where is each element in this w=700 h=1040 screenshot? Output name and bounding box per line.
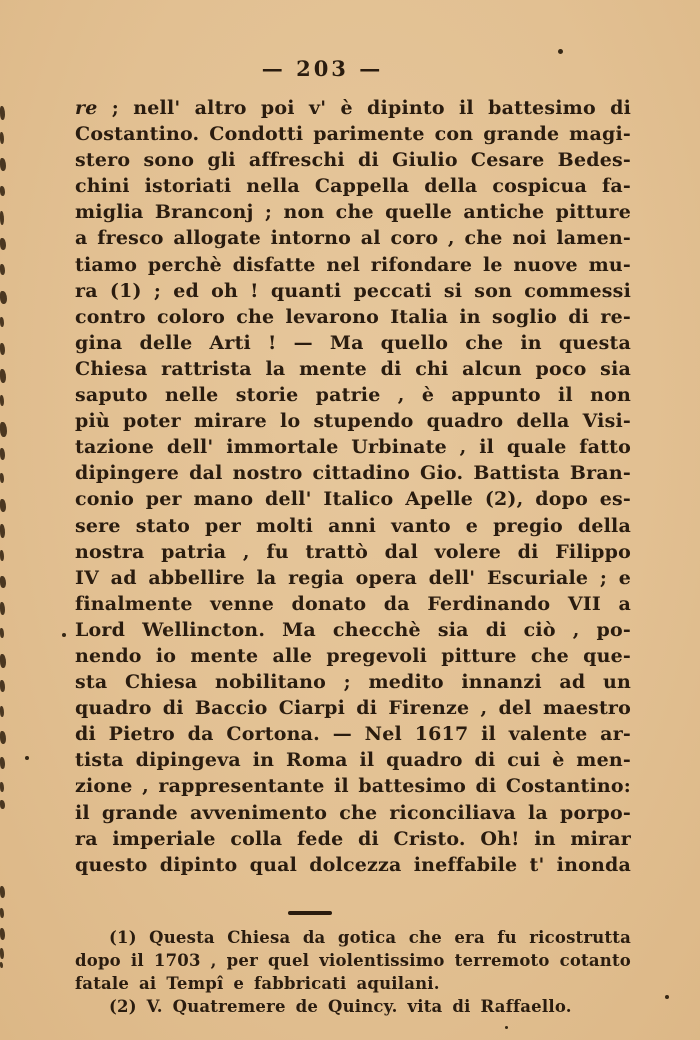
gutter-edge-mark bbox=[0, 928, 5, 940]
body-text-line: miglia Branconj ; non che quelle antiche pitture bbox=[75, 201, 631, 224]
gutter-edge-mark bbox=[0, 106, 5, 120]
gutter-edge-mark bbox=[0, 158, 6, 171]
gutter-edge-mark bbox=[0, 132, 4, 144]
gutter-edge-mark bbox=[0, 448, 5, 460]
body-text-line: Lord Wellincton. Ma checchè sia di ciò , po- bbox=[75, 618, 631, 641]
gutter-edge-mark bbox=[0, 473, 4, 483]
body-text-line: quadro di Baccio Ciarpi di Firenze , del maestro bbox=[75, 697, 631, 720]
footnote-line: (1) Questa Chiesa da gotica che era fu ricostrutta bbox=[109, 928, 631, 947]
footnote-separator-rule bbox=[288, 911, 332, 915]
gutter-edge-mark bbox=[0, 628, 4, 638]
gutter-edge-mark bbox=[0, 908, 4, 918]
gutter-edge-mark bbox=[0, 186, 5, 196]
ink-speck bbox=[62, 633, 66, 637]
footnote-line: dopo il 1703 , per quel violentissimo terremoto cotanto bbox=[75, 951, 631, 970]
gutter-edge-mark bbox=[0, 291, 7, 304]
gutter-edge-mark bbox=[0, 757, 5, 769]
body-text-line: questo dipinto qual dolcezza ineffabile t' inonda bbox=[75, 853, 631, 876]
gutter-edge-mark bbox=[0, 706, 4, 717]
gutter-edge-mark bbox=[0, 369, 6, 383]
ink-speck bbox=[558, 49, 563, 54]
body-text-line: di Pietro da Cortona. — Nel 1617 il valente ar- bbox=[75, 723, 631, 746]
gutter-edge-mark bbox=[0, 264, 5, 275]
body-text-line: Chiesa rattrista la mente di chi alcun poco sia bbox=[75, 357, 631, 380]
gutter-edge-mark bbox=[0, 962, 3, 968]
body-text-line: stero sono gli affreschi di Giulio Cesare Bedes- bbox=[75, 149, 631, 172]
ink-speck bbox=[25, 756, 29, 760]
body-text-line: nendo io mente alle pregevoli pitture che que- bbox=[75, 644, 631, 667]
gutter-edge-mark bbox=[0, 238, 6, 250]
footnote-line: (2) V. Quatremere de Quincy. vita di Raffaello. bbox=[109, 997, 572, 1016]
gutter-edge-mark bbox=[0, 782, 4, 792]
body-text-line: ra (1) ; ed oh ! quanti peccati si son commessi bbox=[75, 279, 631, 302]
body-text bbox=[75, 95, 631, 878]
body-text-line: ra imperiale colla fede di Cristo. Oh! in mirar bbox=[75, 827, 631, 850]
body-text-line: Costantino. Condotti parimente con grande magi- bbox=[75, 123, 631, 146]
gutter-edge-mark bbox=[0, 524, 5, 538]
gutter-edge-mark bbox=[0, 422, 7, 437]
gutter-edge-mark bbox=[0, 499, 6, 512]
body-text-line: gina delle Arti ! — Ma quello che in questa bbox=[75, 331, 631, 354]
body-text-line: tiamo perchè disfatte nel rifondare le nuove mu- bbox=[75, 253, 631, 276]
gutter-edge-mark bbox=[0, 211, 4, 225]
gutter-edge-mark bbox=[0, 654, 6, 668]
body-text-line: finalmente venne donato da Ferdinando VII a bbox=[75, 592, 631, 615]
gutter-edge-mark bbox=[0, 343, 5, 355]
ink-speck bbox=[665, 995, 669, 999]
gutter-edge-mark bbox=[0, 948, 4, 959]
body-text-line: re ; nell' altro poi v' è dipinto il battesimo di bbox=[75, 97, 631, 119]
body-text-line: a fresco allogate intorno al coro , che noi lamen- bbox=[75, 227, 631, 250]
body-text-line: sere stato per molti anni vanto e pregio della bbox=[75, 514, 631, 537]
body-text-line: più poter mirare lo stupendo quadro della Visi- bbox=[75, 410, 631, 433]
gutter-edge-mark bbox=[0, 395, 4, 406]
body-text-line: dipingere dal nostro cittadino Gio. Battista Bran- bbox=[75, 462, 631, 485]
body-text-line: sta Chiesa nobilitano ; medito innanzi ad un bbox=[75, 671, 631, 694]
body-text-line: il grande avvenimento che riconciliava la porpo- bbox=[75, 801, 631, 824]
gutter-edge-mark bbox=[0, 800, 5, 809]
body-text-line: chini istoriati nella Cappella della cospicua fa- bbox=[75, 175, 631, 198]
footnote-line: fatale ai Tempî e fabbricati aquilani. bbox=[75, 974, 440, 993]
footnotes bbox=[75, 926, 631, 1018]
body-text-line: IV ad abbellire la regia opera dell' Escuriale ; e bbox=[75, 566, 631, 589]
ink-speck bbox=[505, 1026, 508, 1029]
gutter-edge-mark bbox=[0, 317, 4, 327]
gutter-edge-mark bbox=[0, 550, 4, 561]
page-number: — 203 — bbox=[261, 56, 384, 81]
body-text-line: tazione dell' immortale Urbinate , il quale fatto bbox=[75, 436, 631, 459]
body-text-line: conio per mano dell' Italico Apelle (2), dopo es- bbox=[75, 488, 631, 511]
gutter-edge-mark bbox=[0, 680, 5, 692]
body-text-line: zione , rappresentante il battesimo di Costantino: bbox=[75, 775, 631, 798]
body-text-line: nostra patria , fu trattò dal volere di Filippo bbox=[75, 540, 631, 563]
gutter-edge-mark bbox=[0, 886, 5, 898]
gutter-edge-mark bbox=[0, 602, 5, 615]
body-text-line: tista dipingeva in Roma il quadro di cui è men- bbox=[75, 749, 631, 772]
body-text-line: contro coloro che levarono Italia in soglio di re- bbox=[75, 305, 631, 328]
gutter-edge-mark bbox=[0, 576, 6, 588]
gutter-edge-mark bbox=[0, 731, 6, 744]
body-text-line: saputo nelle storie patrie , è appunto il non bbox=[75, 384, 631, 407]
